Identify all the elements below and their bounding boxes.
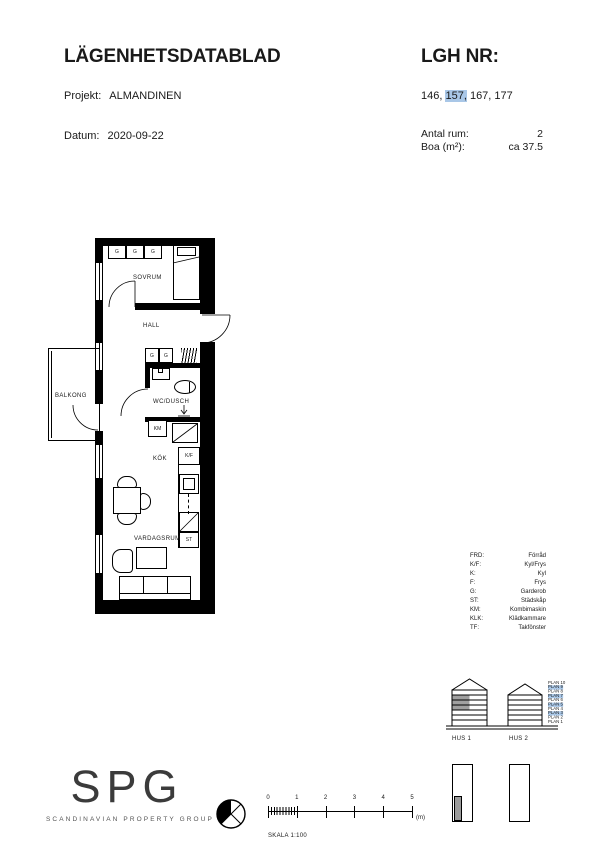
scale-tick-number: 3: [352, 795, 357, 801]
page-title: LÄGENHETSDATABLAD: [64, 46, 281, 67]
entrance-door-arc: [202, 315, 230, 343]
hus2-label: HUS 2: [509, 736, 529, 742]
scale-tick-number: 4: [381, 795, 385, 801]
legend-abbr: FRD:: [470, 553, 484, 559]
legend-name: Kombimaskin: [509, 607, 546, 613]
scale-bar: [262, 793, 432, 848]
logo-text: SPG: [70, 761, 184, 812]
floor-label: PLAN 4: [548, 706, 563, 712]
legend-name: Klädkammare: [508, 616, 546, 622]
floor-label: PLAN 3: [548, 711, 563, 716]
apartment-numbers: [421, 90, 513, 102]
wardrobe-label: G: [164, 352, 168, 359]
scale-minor-ticks: [268, 807, 297, 815]
hus1-roof: [452, 679, 487, 690]
legend-name: Städskåp: [520, 598, 546, 604]
floor-label: PLAN 7: [548, 693, 563, 699]
scale-tick: [412, 806, 413, 818]
antal-rum-label: Antal rum:: [421, 128, 469, 140]
antal-rum-value: 2: [537, 128, 543, 140]
legend-row: [470, 552, 546, 561]
legend-name: Kyl/Frys: [524, 562, 546, 568]
plan-linework: [48, 236, 238, 628]
room-label-kok: KÖK: [153, 456, 167, 462]
room-label-wc: WC/DUSCH: [153, 399, 190, 405]
legend: [470, 552, 546, 633]
legend-row: [470, 570, 546, 579]
shower-diagonal: [173, 424, 197, 442]
legend-abbr: F:: [470, 580, 476, 586]
scale-label: SKALA 1:100: [268, 833, 307, 839]
legend-name: Frys: [534, 580, 546, 586]
legend-row: [470, 615, 546, 624]
wc-door-arc: [121, 389, 148, 416]
antal-rum-row: [421, 128, 543, 140]
scale-unit: (m): [416, 815, 425, 821]
scale-tick-number: 5: [410, 795, 414, 801]
legend-row: [470, 606, 546, 615]
boa-value: ca 37.5: [508, 141, 543, 153]
legend-abbr: ST:: [470, 598, 479, 604]
legend-abbr: K/F:: [470, 562, 482, 568]
room-label-balkong: BALKONG: [55, 393, 87, 399]
cleaning-closet-label: ST: [185, 537, 193, 543]
datum-value: 2020-09-22: [107, 130, 164, 142]
washer-label: KM: [153, 425, 162, 432]
legend-abbr: TF:: [470, 625, 479, 631]
sink-diagonal: [180, 513, 198, 531]
legend-row: [470, 597, 546, 606]
hus1-label: HUS 1: [452, 736, 472, 742]
floor-label: PLAN 5: [548, 702, 563, 707]
floor-label: PLAN 2: [548, 715, 563, 720]
floor-label: PLAN 8: [548, 689, 563, 694]
floor-label: PLAN 9: [548, 685, 563, 690]
projekt-row: [64, 90, 181, 102]
scale-tick-number: 1: [295, 795, 299, 801]
north-arrow-icon: [213, 796, 249, 832]
legend-name: Takfönster: [518, 625, 546, 631]
boa-row: [421, 141, 543, 153]
balcony-door-arc: [73, 405, 98, 430]
company-logo: [46, 761, 214, 823]
legend-abbr: G:: [470, 589, 477, 595]
floor-label: PLAN 6: [548, 698, 563, 703]
floor-label: PLAN 10: [548, 681, 566, 686]
legend-name: Förråd: [528, 553, 546, 559]
legend-row: [470, 579, 546, 588]
projekt-label: Projekt:: [64, 90, 102, 102]
apartment-number-list-after: 167, 177: [466, 90, 513, 102]
fridge-freezer-label: K/F: [185, 453, 193, 459]
hus2-roof: [508, 684, 542, 695]
legend-row: [470, 588, 546, 597]
projekt-value: ALMANDINEN: [109, 90, 182, 102]
scale-tick-number: 0: [266, 795, 270, 801]
lgh-nr-heading: LGH NR:: [421, 46, 499, 67]
legend-abbr: K:: [470, 571, 476, 577]
scale-tick: [354, 806, 355, 818]
floor-label: PLAN 1: [548, 719, 563, 725]
wardrobe-label: G: [150, 352, 154, 359]
legend-abbr: KM:: [470, 607, 481, 613]
room-label-vardagsrum: VARDAGSRUM: [134, 536, 181, 542]
datum-label: Datum:: [64, 130, 100, 142]
legend-row: [470, 624, 546, 633]
hus2-footprint: [509, 764, 530, 822]
apartment-location-marker: [454, 796, 462, 821]
legend-name: Kyl: [537, 571, 546, 577]
wardrobe-label: G: [151, 249, 155, 255]
boa-label: Boa (m²):: [421, 141, 465, 153]
apartment-number-highlighted: 157,: [445, 90, 467, 102]
sovrum-door-arc: [109, 281, 135, 307]
scale-tick: [326, 806, 327, 818]
hus1-highlight-floors: [452, 695, 470, 710]
scale-tick-number: 2: [323, 795, 328, 801]
legend-abbr: KLK:: [470, 616, 484, 622]
legend-row: [470, 561, 546, 570]
apartment-number-list-before: 146,: [421, 90, 446, 102]
scale-tick: [383, 806, 384, 818]
bed-fold-line: [173, 257, 199, 263]
wardrobe-label: G: [133, 249, 137, 255]
legend-name: Garderob: [520, 589, 546, 595]
building-elevations: [446, 674, 560, 732]
floor-label-column: [548, 681, 565, 724]
floor-plan: [48, 236, 238, 628]
logo-subtitle: SCANDINAVIAN PROPERTY GROUP: [46, 816, 214, 823]
room-label-sovrum: SOVRUM: [133, 275, 162, 281]
room-label-hall: HALL: [143, 323, 160, 329]
wardrobe-label: G: [115, 249, 119, 255]
datum-row: [64, 130, 164, 142]
